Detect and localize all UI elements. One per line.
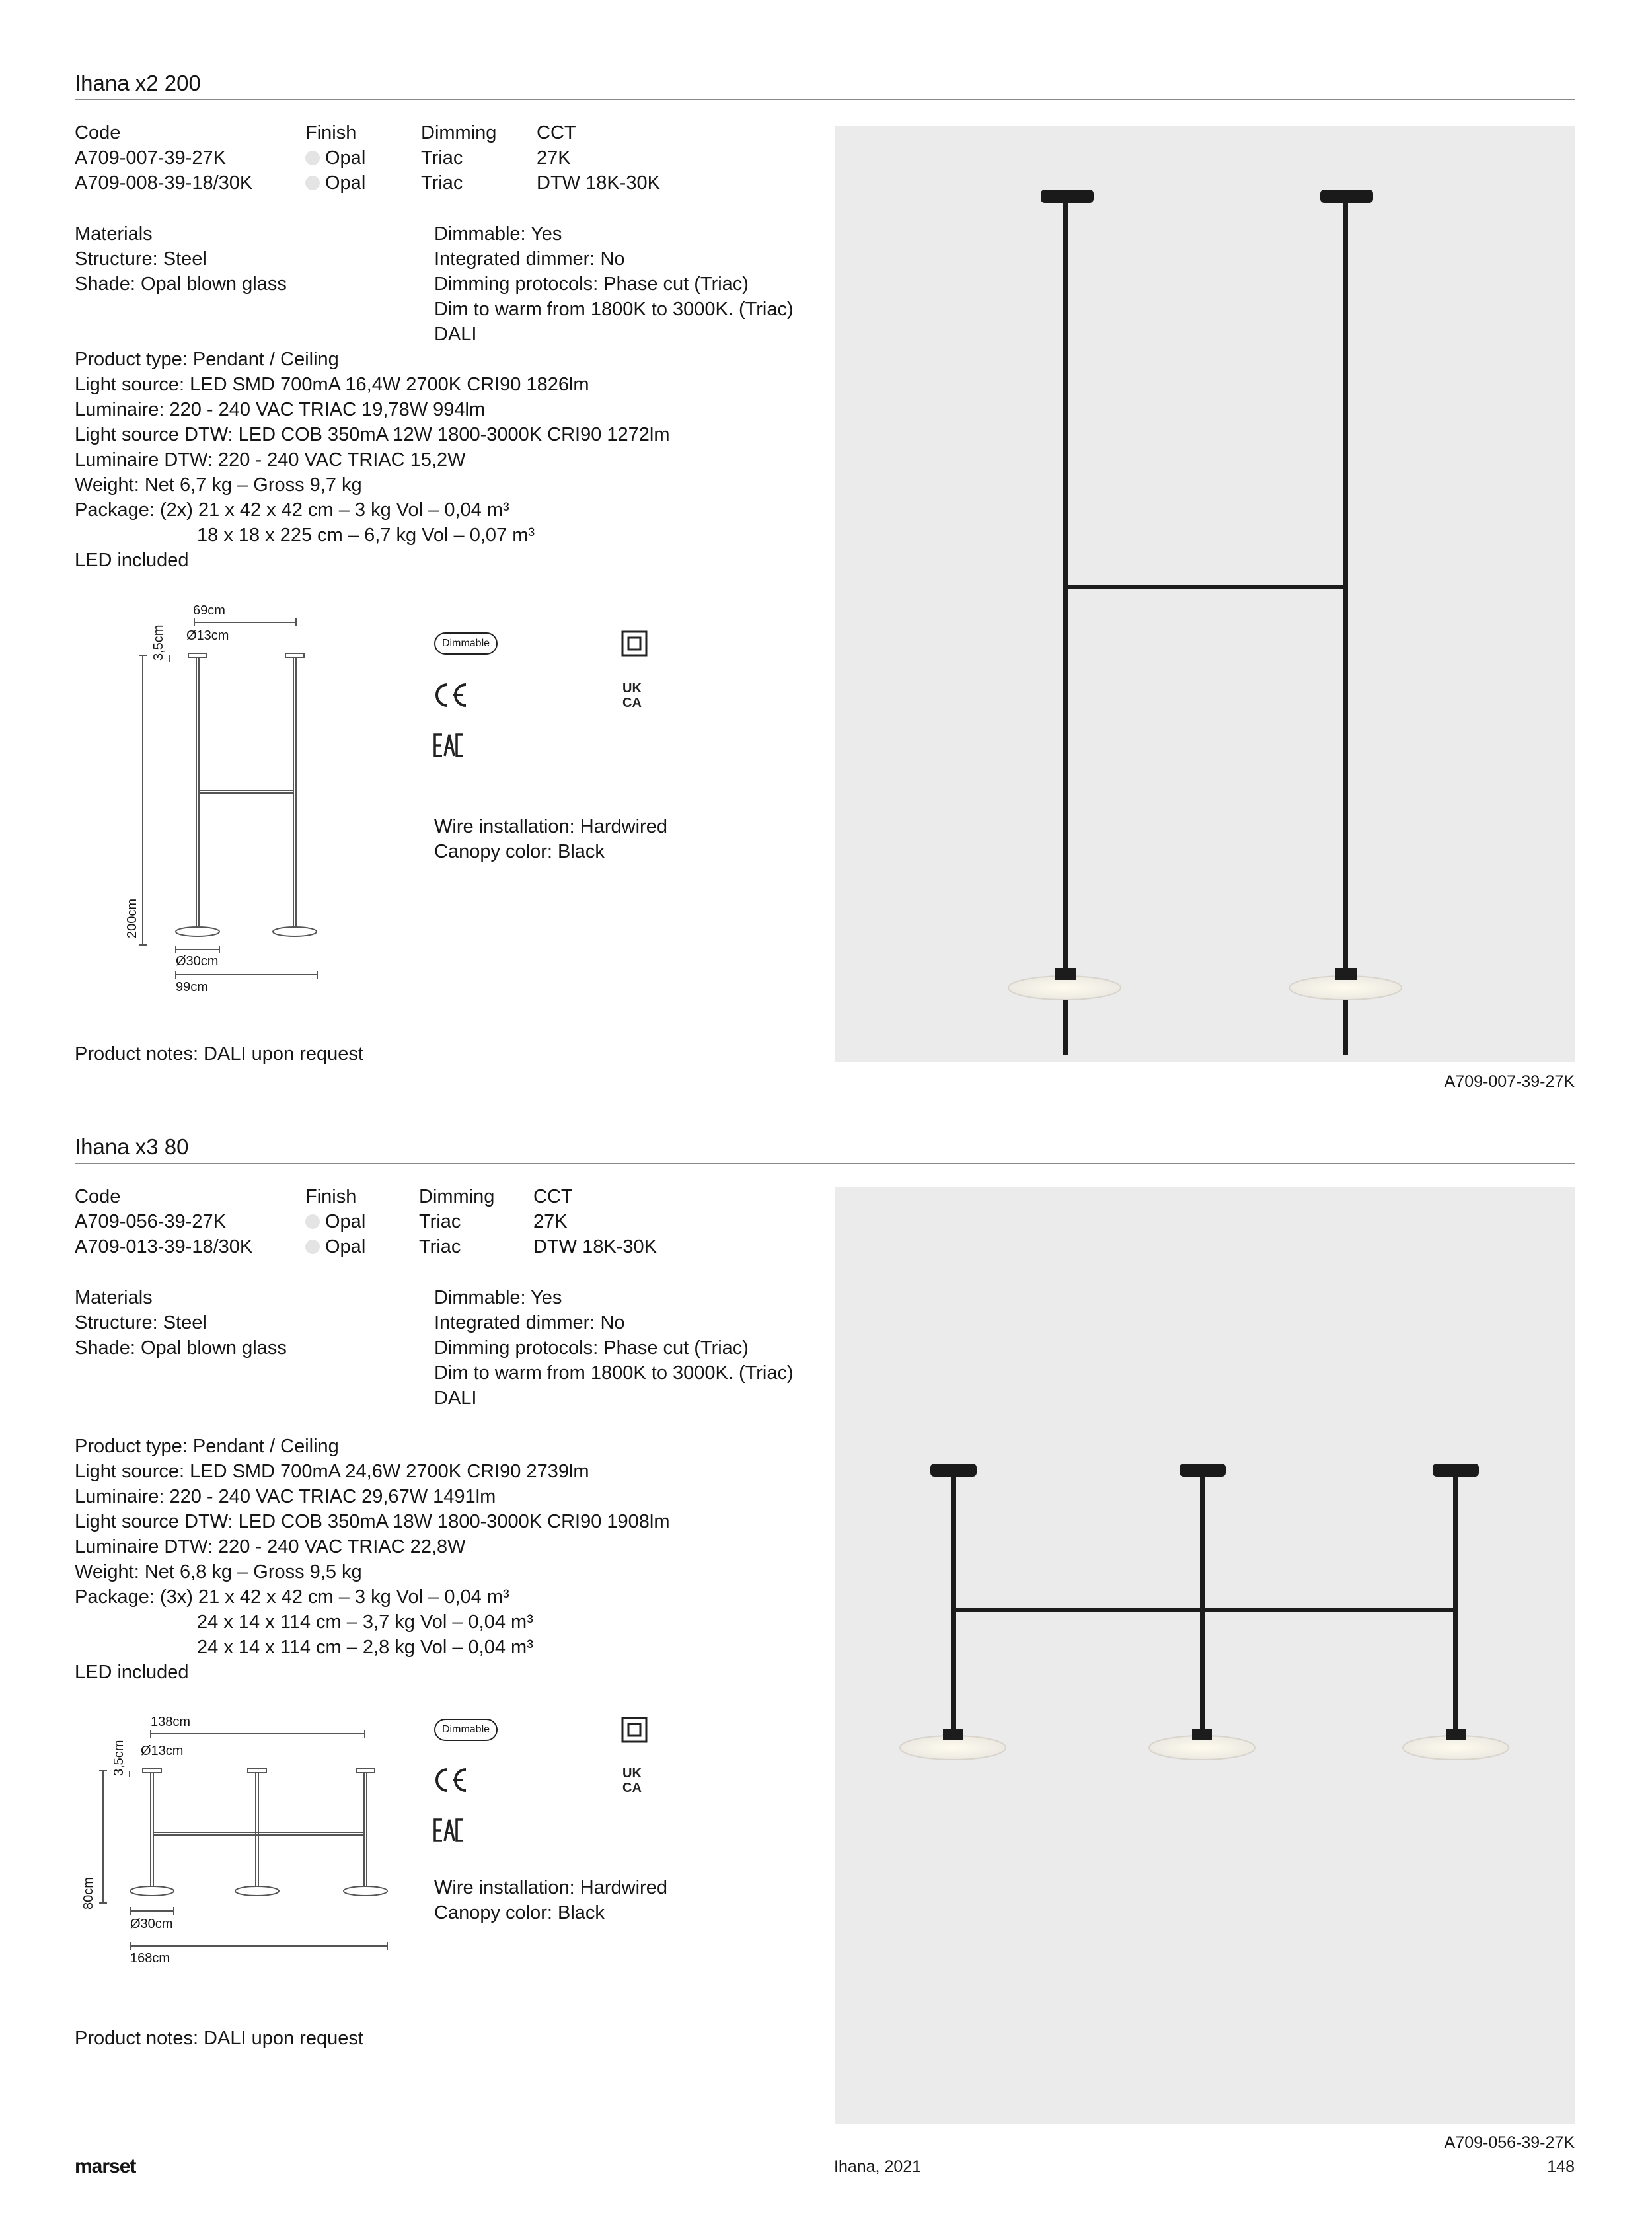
section2-notes: Product notes: DALI upon request	[75, 2028, 363, 2049]
row1-code: A709-056-39-27K	[75, 1211, 226, 1232]
section1-materials: Materials Structure: Steel Shade: Opal blown glass	[75, 223, 287, 295]
pendant-x3-photo-illustration	[835, 1187, 1575, 2124]
dim-canopy-height: 3,5cm	[151, 624, 166, 661]
dim-canopy-height: 3,5cm	[112, 1740, 126, 1776]
row1-code: A709-007-39-27K	[75, 147, 226, 168]
svg-text:CA: CA	[622, 1781, 642, 1795]
row2-cct: DTW 18K-30K	[537, 172, 660, 194]
section2-install: Wire installation: Hardwired Canopy color: Black	[434, 1877, 667, 1923]
dim-height: 200cm	[125, 898, 139, 938]
class-ii-icon	[621, 630, 648, 657]
header-code: Code	[75, 122, 121, 143]
row1-cct: 27K	[533, 1211, 568, 1232]
row2-finish: Opal	[305, 170, 365, 196]
section2-product-photo	[835, 1187, 1575, 2124]
opal-swatch-icon	[305, 1214, 320, 1229]
section2-specs: Product type: Pendant / Ceiling Light source: LED SMD 700mA 24,6W 2700K CRI90 2739lm Luminaire: 220 - 240 VAC TRIAC 29,67W 1491lm Light source DTW: LED COB 350mA 18W 1800-3000K CRI90 1908lm Luminaire DTW: 220 - 240 VAC TRIAC 22,8W Weight: Net 6,8 kg – Gross 9,5 kg Package: (3x) 21 x 42 x 42 cm – 3 kg Vol – 0,04 m³ 24 x 14 x 114 cm – 3,7 kg Vol – 0,04 m³ 24 x 14 x 114 cm – 2,8 kg Vol – 0,04 m³ LED included	[75, 1436, 670, 1683]
row2-code: A709-013-39-18/30K	[75, 1236, 253, 1257]
row2-cct: DTW 18K-30K	[533, 1236, 657, 1257]
opal-swatch-icon	[305, 151, 320, 165]
page-number: 148	[1547, 2157, 1575, 2176]
dim-width: 69cm	[193, 603, 225, 618]
section1-product-photo	[835, 126, 1575, 1062]
svg-text:UK: UK	[622, 681, 642, 696]
ukca-mark-icon	[621, 1764, 650, 1795]
class-ii-icon	[621, 1717, 648, 1743]
row2-code: A709-008-39-18/30K	[75, 172, 253, 194]
eac-mark-icon	[433, 1817, 466, 1843]
dim-shade: Ø30cm	[176, 954, 219, 969]
footer-collection: Ihana, 2021	[834, 2157, 922, 2176]
opal-swatch-icon	[305, 1240, 320, 1254]
dim-shade: Ø30cm	[130, 1917, 173, 1931]
section1-install: Wire installation: Hardwired Canopy color: Black	[434, 816, 667, 862]
ce-mark-icon	[433, 1765, 470, 1795]
row1-finish: Opal	[305, 145, 365, 170]
header-cct: CCT	[533, 1186, 573, 1207]
header-cct: CCT	[537, 122, 576, 143]
dim-total: 99cm	[176, 980, 208, 994]
dimmable-badge: Dimmable	[434, 632, 498, 655]
section1-dimension-drawing	[112, 595, 337, 1004]
row1-finish: Opal	[305, 1209, 365, 1234]
section1-photo-caption: A709-007-39-27K	[1444, 1072, 1575, 1091]
svg-text:CA: CA	[622, 696, 642, 710]
section1-rule	[75, 99, 1575, 100]
ce-mark-icon	[433, 681, 470, 710]
pendant-x2-drawing	[112, 595, 337, 1004]
section2-photo-caption: A709-056-39-27K	[1444, 2134, 1575, 2152]
row2-dimming: Triac	[421, 172, 463, 194]
dim-canopy: Ø13cm	[141, 1744, 184, 1758]
brand-logo: marset	[75, 2155, 136, 2177]
section2-title: Ihana x3 80	[75, 1134, 189, 1159]
dimmable-badge: Dimmable	[434, 1719, 498, 1741]
header-finish: Finish	[305, 1186, 357, 1207]
opal-swatch-icon	[305, 176, 320, 190]
row1-cct: 27K	[537, 147, 571, 168]
row1-dimming: Triac	[421, 147, 463, 168]
section2-materials: Materials Structure: Steel Shade: Opal blown glass	[75, 1287, 287, 1358]
header-dimming: Dimming	[419, 1186, 495, 1207]
section2-rule	[75, 1163, 1575, 1164]
section1-specs: Product type: Pendant / Ceiling Light source: LED SMD 700mA 16,4W 2700K CRI90 1826lm Luminaire: 220 - 240 VAC TRIAC 19,78W 994lm Light source DTW: LED COB 350mA 12W 1800-3000K CRI90 1272lm Luminaire DTW: 220 - 240 VAC TRIAC 15,2W Weight: Net 6,7 kg – Gross 9,7 kg Package: (2x) 21 x 42 x 42 cm – 3 kg Vol – 0,04 m³ 18 x 18 x 225 cm – 6,7 kg Vol – 0,07 m³ LED included	[75, 349, 670, 571]
dim-canopy: Ø13cm	[186, 628, 229, 643]
dim-height: 80cm	[81, 1877, 96, 1910]
pendant-x2-photo-illustration	[835, 126, 1575, 1062]
header-finish: Finish	[305, 122, 357, 143]
section2-dimension-drawing	[73, 1705, 403, 1995]
section1-title: Ihana x2 200	[75, 71, 201, 95]
svg-text:UK: UK	[622, 1766, 642, 1781]
section1-dimming-info: Dimmable: Yes Integrated dimmer: No Dimming protocols: Phase cut (Triac) Dim to warm from 1800K to 3000K. (Triac) DALI	[434, 223, 794, 345]
section2-dimming-info: Dimmable: Yes Integrated dimmer: No Dimming protocols: Phase cut (Triac) Dim to warm from 1800K to 3000K. (Triac) DALI	[434, 1287, 794, 1409]
eac-mark-icon	[433, 732, 466, 759]
dim-width: 138cm	[151, 1715, 191, 1729]
section1-notes: Product notes: DALI upon request	[75, 1043, 363, 1064]
row1-dimming: Triac	[419, 1211, 461, 1232]
row2-dimming: Triac	[419, 1236, 461, 1257]
header-code: Code	[75, 1186, 121, 1207]
ukca-mark-icon	[621, 679, 650, 710]
header-dimming: Dimming	[421, 122, 497, 143]
dim-total: 168cm	[130, 1951, 170, 1966]
row2-finish: Opal	[305, 1234, 365, 1259]
